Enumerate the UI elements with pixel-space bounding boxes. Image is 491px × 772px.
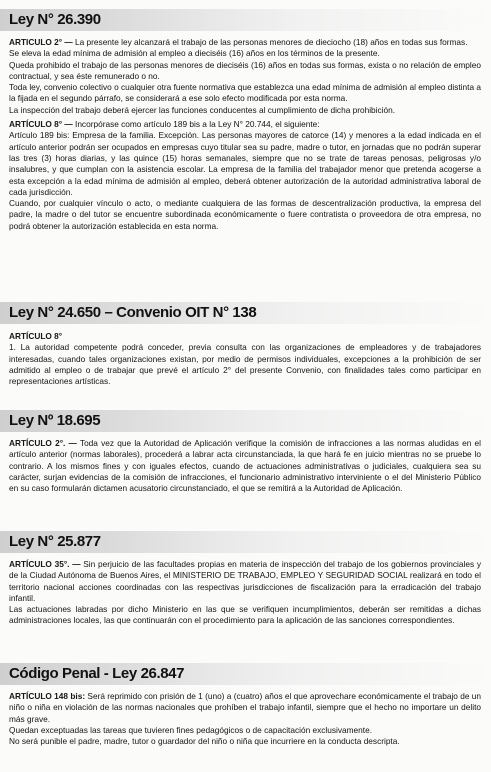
section-body bbox=[9, 331, 481, 387]
paragraph-text: Quedan exceptuadas las tareas que tuvieren fines pedagógicos o de capacitación exclusivamente. bbox=[9, 724, 372, 735]
section-heading bbox=[0, 663, 491, 685]
section-heading bbox=[0, 302, 491, 324]
paragraph bbox=[9, 736, 481, 747]
section-heading bbox=[0, 410, 491, 432]
paragraph bbox=[9, 725, 481, 736]
section-heading bbox=[0, 531, 491, 553]
paragraph-text: Cuando, por cualquier vínculo o acto, o mediante cualquiera de las formas de descentralización productiva, la empresa del padre, la madre o del tutor se encuentre subordinada económicamente o fuere contratista o proveedora de otra empresa, no podrá obtener la autorización establecida en esta norma. bbox=[9, 198, 481, 231]
paragraph bbox=[9, 559, 481, 604]
paragraph-text: La presente ley alcanzará el trabajo de las personas menores de dieciocho (18) años en todas sus formas. bbox=[75, 37, 468, 47]
section-body bbox=[9, 559, 481, 627]
paragraph bbox=[9, 130, 481, 198]
section-title: Ley Nº 18.695 bbox=[9, 412, 101, 429]
paragraph-text: Sin perjuicio de las facultades propias en materia de inspección del trabajo de los gobiernos provinciales y de la Ciudad Autónoma de Buenos Aires, el MINISTERIO DE TRABAJO, EMPLEO Y SEGURIDAD SOCIAL realizará en todo el territorio nacional acciones coordinadas con las respectivas jurisdicciones de fiscalización para la erradicación del trabajo infantil. bbox=[9, 559, 481, 603]
section-body bbox=[9, 438, 481, 494]
paragraph bbox=[9, 119, 481, 130]
paragraph-text: Las actuaciones labradas por dicho Ministerio en las que se verifiquen incumplimientos, deberán ser remitidas a dichas administraciones locales, las que continuarán con el procedimiento para la aplicación de las sanciones correspondientes. bbox=[9, 604, 481, 626]
article-lead: ARTÍCULO 2°. — bbox=[9, 438, 77, 448]
paragraph-text: Incorpórase como artículo 189 bis a la Ley N° 20.744, el siguiente: bbox=[75, 119, 320, 130]
section-body bbox=[9, 37, 481, 232]
paragraph bbox=[9, 60, 481, 83]
paragraph-text: La inspección del trabajo deberá ejercer las funciones conducentes al cumplimiento de dicha prohibición. bbox=[9, 104, 396, 115]
section-heading bbox=[0, 9, 491, 31]
paragraph bbox=[9, 82, 481, 105]
article-lead: ARTÍCULO 148 bis: bbox=[9, 691, 86, 701]
section-body bbox=[9, 691, 481, 747]
paragraph-text: Queda prohibido el trabajo de las personas menores de dieciséis (16) años en todas sus formas, exista o no relación de empleo contractual, y sea éste remunerado o no. bbox=[9, 59, 481, 81]
paragraph-text: 1. La autoridad competente podrá conceder, previa consulta con las organizaciones de empleadores y de trabajadores interesadas, cuando tales organizaciones existan, por medio de permisos individuales, excepciones a la prohibición de ser admitido al empleo o de trabajar que prevé el artículo 2° del presente Convenio, con finalidades tales como participar en representaciones artísticas. bbox=[9, 342, 481, 387]
paragraph bbox=[9, 37, 481, 48]
section-title: Ley N° 26.390 bbox=[9, 11, 101, 28]
article-lead: ARTÍCULO 8° bbox=[9, 331, 63, 341]
paragraph bbox=[9, 48, 481, 59]
section-title: Código Penal - Ley 26.847 bbox=[9, 665, 185, 682]
paragraph-text: Se eleva la edad mínima de admisión al empleo a dieciséis (16) años en los términos de la presente. bbox=[9, 48, 380, 59]
paragraph bbox=[9, 105, 481, 116]
paragraph-text: Será reprimido con prisión de 1 (uno) a (cuatro) años el que aprovechare económicamente el trabajo de un niño o niña en violación de las normas nacionales que prohíben el trabajo infantil, siempre que el hecho no importare un delito más grave. bbox=[9, 691, 481, 724]
article-lead: ARTÍCULO 8° — bbox=[9, 119, 73, 130]
section-title: Ley N° 24.650 – Convenio OIT N° 138 bbox=[9, 304, 257, 321]
paragraph bbox=[9, 342, 481, 387]
paragraph bbox=[9, 331, 481, 342]
paragraph-text: Artículo 189 bis: Empresa de la familia. Excepción. Las personas mayores de catorce (14) y menores a la edad indicada en el artículo anterior podrán ser ocupados en empresas cuyo titular sea su padre, madre o tutor, en jornadas que no podrán superar las tres (3) horas diarias, y las quince (15) horas semanales, siempre que no se trate de tareas penosas, peligrosas y/o insalubres, y que cumplan con la asistencia escolar. La empresa de la familia del trabajador menor que pretenda acogerse a esta excepción a la edad mínima de admisión al empleo, deberá obtener autorización de la autoridad administrativa laboral de cada jurisdicción. bbox=[9, 130, 481, 197]
article-lead: ARTICULO 2° — bbox=[9, 37, 73, 47]
section-title: Ley N° 25.877 bbox=[9, 533, 101, 550]
paragraph bbox=[9, 438, 481, 494]
paragraph-text: Toda vez que la Autoridad de Aplicación verifique la comisión de infracciones a las normas aludidas en el artículo anterior (normas laborales), procederá a labrar acta circunstanciada, la que hará fe en juicio mientras no se pruebe lo contrario. A los mismos fines y con iguales efectos, cuando de actuaciones administrativas o judiciales, cualquiera sea su carácter, surjan evidencias de la comisión de infracciones, el funcionario administrativo interviniente o el del Ministerio Público en su caso formularán dictamen acusatorio circunstanciado, el que se remitirá a la Autoridad de Aplicación. bbox=[9, 438, 482, 494]
paragraph-text: No será punible el padre, madre, tutor o guardador del niño o niña que incurriere en la conducta descripta. bbox=[9, 736, 400, 747]
paragraph bbox=[9, 198, 481, 232]
article-lead: ARTÍCULO 35°. — bbox=[9, 559, 81, 569]
paragraph bbox=[9, 604, 481, 627]
paragraph bbox=[9, 691, 481, 725]
paragraph-text: Toda ley, convenio colectivo o cualquier otra fuente normativa que establezca una edad mínima de admisión al empleo distinta a la fijada en el segundo párrafo, se considerará a ese solo efecto modificada por esta norma. bbox=[9, 82, 481, 104]
